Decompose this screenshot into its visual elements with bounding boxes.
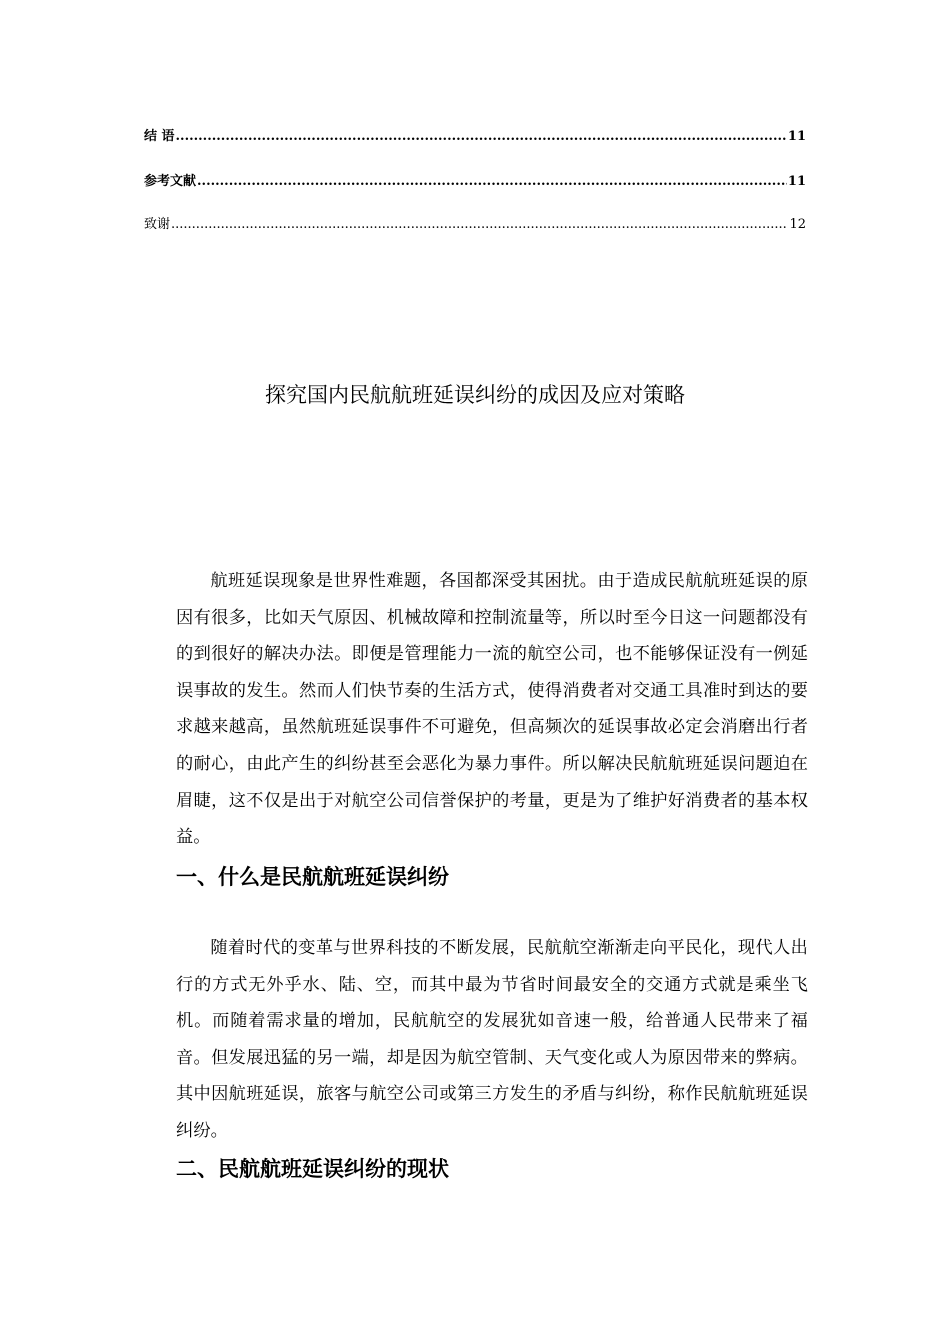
toc-leader-dots (176, 129, 787, 145)
section-2-heading: 二、民航航班延误纠纷的现状 (176, 1157, 449, 1181)
toc-leader-dots (171, 217, 788, 233)
toc-entry-references[interactable] (144, 174, 806, 190)
section-1-heading: 一、什么是民航航班延误纠纷 (176, 865, 449, 889)
toc-page-number: 12 (789, 217, 806, 232)
toc-leader-dots (197, 174, 787, 190)
toc-entry-acknowledgements[interactable] (144, 217, 806, 233)
toc-page-number: 11 (787, 174, 806, 189)
toc-page-number: 11 (787, 129, 806, 144)
document-title: 探究国内民航航班延误纠纷的成因及应对策略 (265, 383, 685, 407)
section-1-paragraph: 随着时代的变革与世界科技的不断发展，民航航空渐渐走向平民化，现代人出行的方式无外乎水、陆、空，而其中最为节省时间最安全的交通方式就是乘坐飞机。而随着需求量的增加，民航航空的发展犹如音速一般，给普通人民带来了福音。但发展迅猛的另一端，却是因为航空管制、天气变化或人为原因带来的弊病。其中因航班延误，旅客与航空公司或第三方发生的矛盾与纠纷，称作民航航班延误纠纷。 (176, 938, 808, 1141)
toc-entry-conclusion[interactable] (144, 129, 806, 145)
toc-label: 致谢 (144, 217, 171, 232)
toc-label: 结 语 (144, 129, 175, 144)
intro-paragraph: 航班延误现象是世界性难题，各国都深受其困扰。由于造成民航航班延误的原因有很多，比如天气原因、机械故障和控制流量等，所以时至今日这一问题都没有的到很好的解决办法。即便是管理能力一流的航空公司，也不能够保证没有一例延误事故的发生。然而人们快节奏的生活方式，使得消费者对交通工具准时到达的要求越来越高，虽然航班延误事件不可避免，但高频次的延误事故必定会消磨出行者的耐心，由此产生的纠纷甚至会恶化为暴力事件。所以解决民航航班延误问题迫在眉睫，这不仅是出于对航空公司信誉保护的考量，更是为了维护好消费者的基本权益。 (176, 571, 808, 848)
toc-label: 参考文献 (144, 174, 197, 189)
